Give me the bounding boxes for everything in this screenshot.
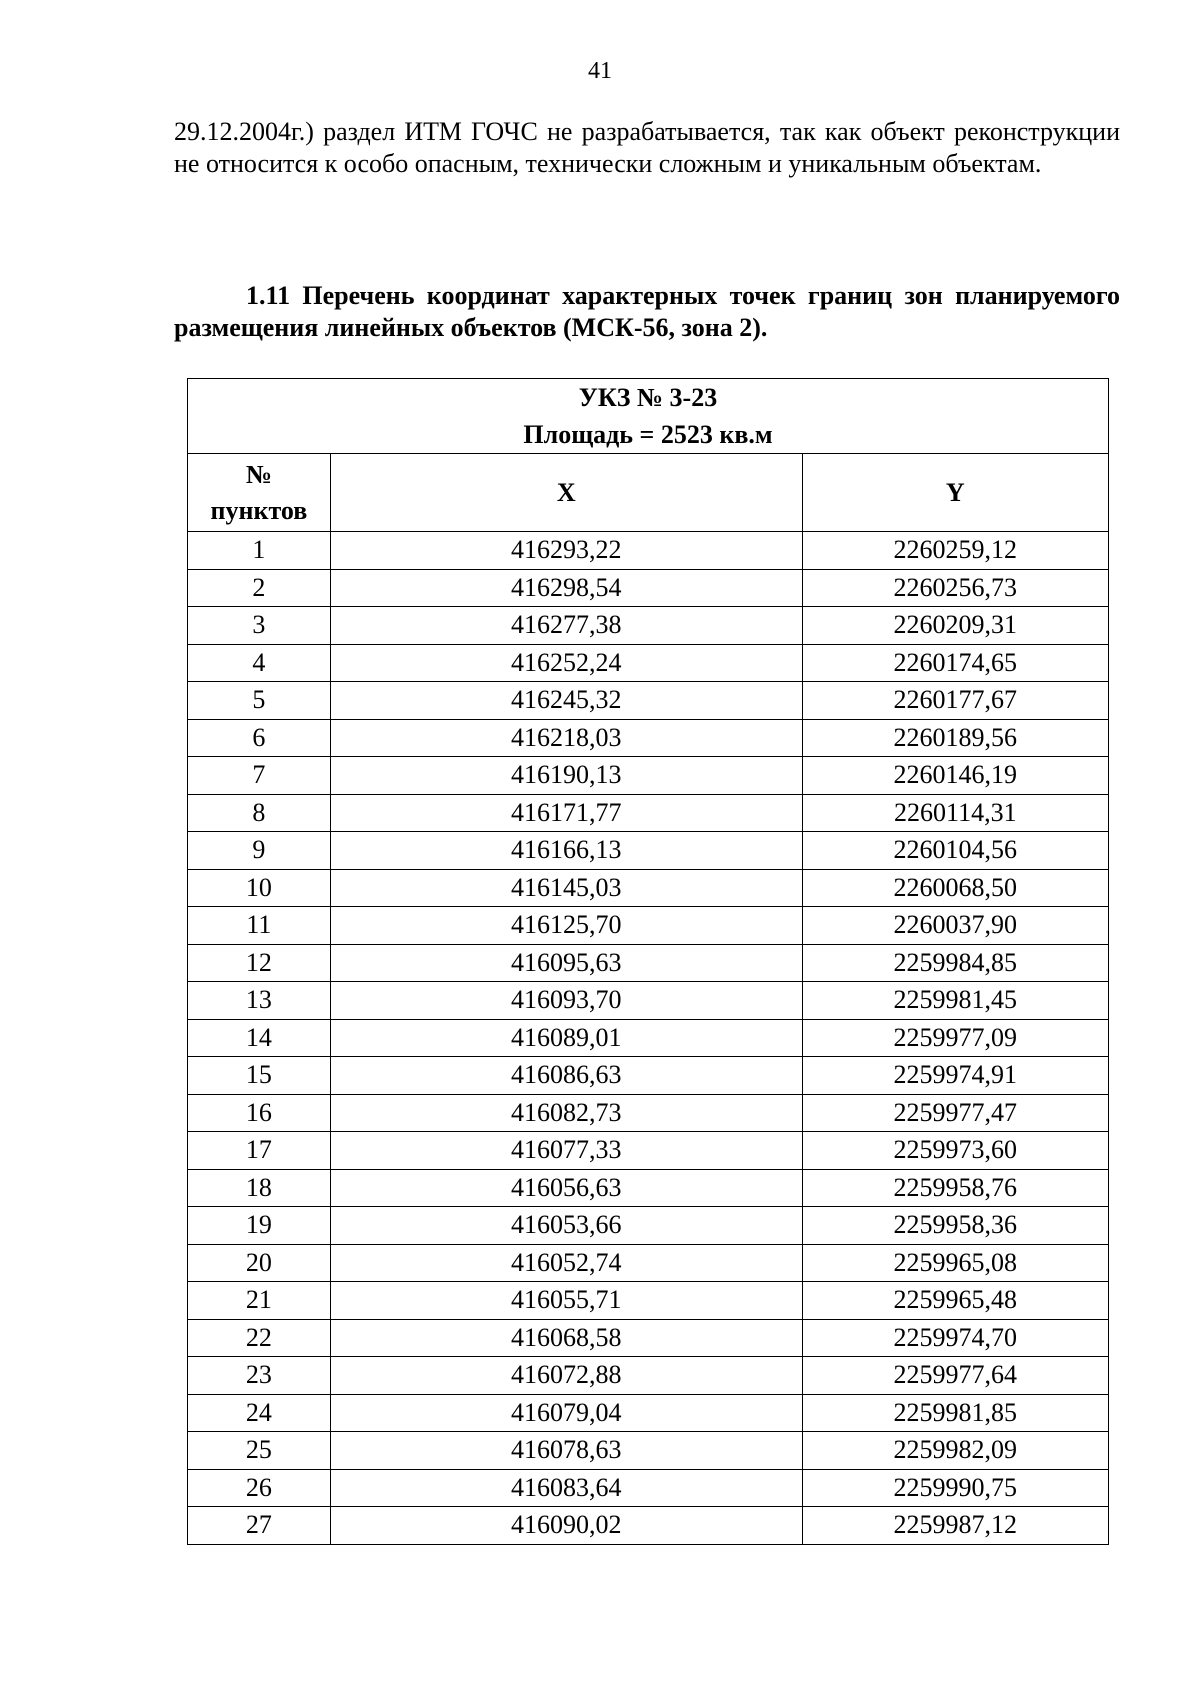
table-row — [188, 569, 1109, 607]
cell-y: 2260256,73 — [802, 569, 1108, 607]
cell-point-number: 12 — [188, 944, 331, 982]
cell-y: 2260177,67 — [802, 682, 1108, 720]
table-row — [188, 1357, 1109, 1395]
cell-point-number: 2 — [188, 569, 331, 607]
cell-x: 416078,63 — [330, 1432, 802, 1470]
cell-y: 2260189,56 — [802, 719, 1108, 757]
cell-point-number: 14 — [188, 1019, 331, 1057]
table-row — [188, 532, 1109, 570]
cell-point-number: 15 — [188, 1057, 331, 1095]
cell-point-number: 6 — [188, 719, 331, 757]
cell-y: 2259984,85 — [802, 944, 1108, 982]
table-caption-row — [188, 379, 1109, 454]
cell-point-number: 8 — [188, 794, 331, 832]
cell-point-number: 26 — [188, 1469, 331, 1507]
cell-x: 416277,38 — [330, 607, 802, 645]
cell-point-number: 5 — [188, 682, 331, 720]
column-header-points-label: пунктов — [210, 495, 308, 525]
cell-x: 416090,02 — [330, 1507, 802, 1545]
table-row — [188, 982, 1109, 1020]
cell-point-number: 24 — [188, 1394, 331, 1432]
cell-point-number: 25 — [188, 1432, 331, 1470]
cell-x: 416079,04 — [330, 1394, 802, 1432]
column-header-number-sign: № — [245, 459, 272, 489]
table-row — [188, 832, 1109, 870]
cell-point-number: 20 — [188, 1244, 331, 1282]
cell-point-number: 10 — [188, 869, 331, 907]
cell-y: 2259981,85 — [802, 1394, 1108, 1432]
cell-x: 416093,70 — [330, 982, 802, 1020]
coordinates-table — [187, 378, 1109, 1545]
cell-point-number: 18 — [188, 1169, 331, 1207]
cell-y: 2259958,36 — [802, 1207, 1108, 1245]
cell-y: 2260174,65 — [802, 644, 1108, 682]
cell-x: 416252,24 — [330, 644, 802, 682]
cell-x: 416245,32 — [330, 682, 802, 720]
table-row — [188, 1282, 1109, 1320]
cell-x: 416086,63 — [330, 1057, 802, 1095]
cell-y: 2259977,47 — [802, 1094, 1108, 1132]
page-number: 41 — [588, 58, 612, 84]
cell-x: 416190,13 — [330, 757, 802, 795]
cell-point-number: 11 — [188, 907, 331, 945]
cell-point-number: 23 — [188, 1357, 331, 1395]
cell-point-number: 13 — [188, 982, 331, 1020]
cell-y: 2260068,50 — [802, 869, 1108, 907]
cell-x: 416293,22 — [330, 532, 802, 570]
table-caption — [188, 379, 1109, 454]
table-row — [188, 719, 1109, 757]
column-header-y: Y — [802, 454, 1108, 532]
cell-x: 416166,13 — [330, 832, 802, 870]
table-row — [188, 1319, 1109, 1357]
cell-x: 416052,74 — [330, 1244, 802, 1282]
cell-y: 2259977,09 — [802, 1019, 1108, 1057]
cell-x: 416068,58 — [330, 1319, 802, 1357]
cell-y: 2260209,31 — [802, 607, 1108, 645]
cell-x: 416298,54 — [330, 569, 802, 607]
cell-point-number: 9 — [188, 832, 331, 870]
cell-x: 416095,63 — [330, 944, 802, 982]
cell-point-number: 19 — [188, 1207, 331, 1245]
cell-y: 2259965,48 — [802, 1282, 1108, 1320]
cell-x: 416083,64 — [330, 1469, 802, 1507]
table-row — [188, 682, 1109, 720]
cell-y: 2259981,45 — [802, 982, 1108, 1020]
cell-y: 2259987,12 — [802, 1507, 1108, 1545]
cell-x: 416077,33 — [330, 1132, 802, 1170]
table-row — [188, 1094, 1109, 1132]
table-row — [188, 1207, 1109, 1245]
cell-y: 2260146,19 — [802, 757, 1108, 795]
column-header-point-number — [188, 454, 331, 532]
cell-y: 2259965,08 — [802, 1244, 1108, 1282]
table-row — [188, 869, 1109, 907]
cell-point-number: 17 — [188, 1132, 331, 1170]
table-header-row — [188, 454, 1109, 532]
table-row — [188, 757, 1109, 795]
table-row — [188, 1507, 1109, 1545]
table-row — [188, 944, 1109, 982]
cell-y: 2259990,75 — [802, 1469, 1108, 1507]
table-row — [188, 1432, 1109, 1470]
table-row — [188, 1057, 1109, 1095]
cell-x: 416053,66 — [330, 1207, 802, 1245]
table-row — [188, 1019, 1109, 1057]
cell-x: 416082,73 — [330, 1094, 802, 1132]
cell-x: 416089,01 — [330, 1019, 802, 1057]
cell-point-number: 7 — [188, 757, 331, 795]
cell-y: 2260114,31 — [802, 794, 1108, 832]
table-row — [188, 1244, 1109, 1282]
table-row — [188, 1469, 1109, 1507]
table-row — [188, 644, 1109, 682]
cell-y: 2259974,91 — [802, 1057, 1108, 1095]
cell-x: 416145,03 — [330, 869, 802, 907]
cell-y: 2259982,09 — [802, 1432, 1108, 1470]
table-row — [188, 1169, 1109, 1207]
intro-paragraph: 29.12.2004г.) раздел ИТМ ГОЧС не разрабатывается, так как объект реконструкции не относится к особо опасным, технически сложным и уникальным объектам. — [174, 117, 1120, 178]
cell-point-number: 1 — [188, 532, 331, 570]
cell-point-number: 22 — [188, 1319, 331, 1357]
cell-x: 416218,03 — [330, 719, 802, 757]
cell-point-number: 4 — [188, 644, 331, 682]
cell-point-number: 27 — [188, 1507, 331, 1545]
cell-y: 2260259,12 — [802, 532, 1108, 570]
table-row — [188, 607, 1109, 645]
table-row — [188, 1132, 1109, 1170]
cell-x: 416056,63 — [330, 1169, 802, 1207]
cell-y: 2260104,56 — [802, 832, 1108, 870]
zone-title: УКЗ № 3-23 — [578, 383, 718, 412]
column-header-x: X — [330, 454, 802, 532]
cell-y: 2259977,64 — [802, 1357, 1108, 1395]
table-row — [188, 907, 1109, 945]
cell-y: 2259958,76 — [802, 1169, 1108, 1207]
cell-x: 416171,77 — [330, 794, 802, 832]
cell-x: 416072,88 — [330, 1357, 802, 1395]
cell-point-number: 21 — [188, 1282, 331, 1320]
cell-y: 2259974,70 — [802, 1319, 1108, 1357]
cell-y: 2260037,90 — [802, 907, 1108, 945]
cell-x: 416125,70 — [330, 907, 802, 945]
cell-y: 2259973,60 — [802, 1132, 1108, 1170]
table-body — [188, 532, 1109, 1545]
cell-point-number: 16 — [188, 1094, 331, 1132]
section-heading: 1.11 Перечень координат характерных точек границ зон планируемого размещения линейных объектов (МСК-56, зона 2). — [174, 281, 1120, 342]
table-row — [188, 1394, 1109, 1432]
cell-x: 416055,71 — [330, 1282, 802, 1320]
cell-point-number: 3 — [188, 607, 331, 645]
table-row — [188, 794, 1109, 832]
zone-area: Площадь = 2523 кв.м — [523, 420, 773, 449]
